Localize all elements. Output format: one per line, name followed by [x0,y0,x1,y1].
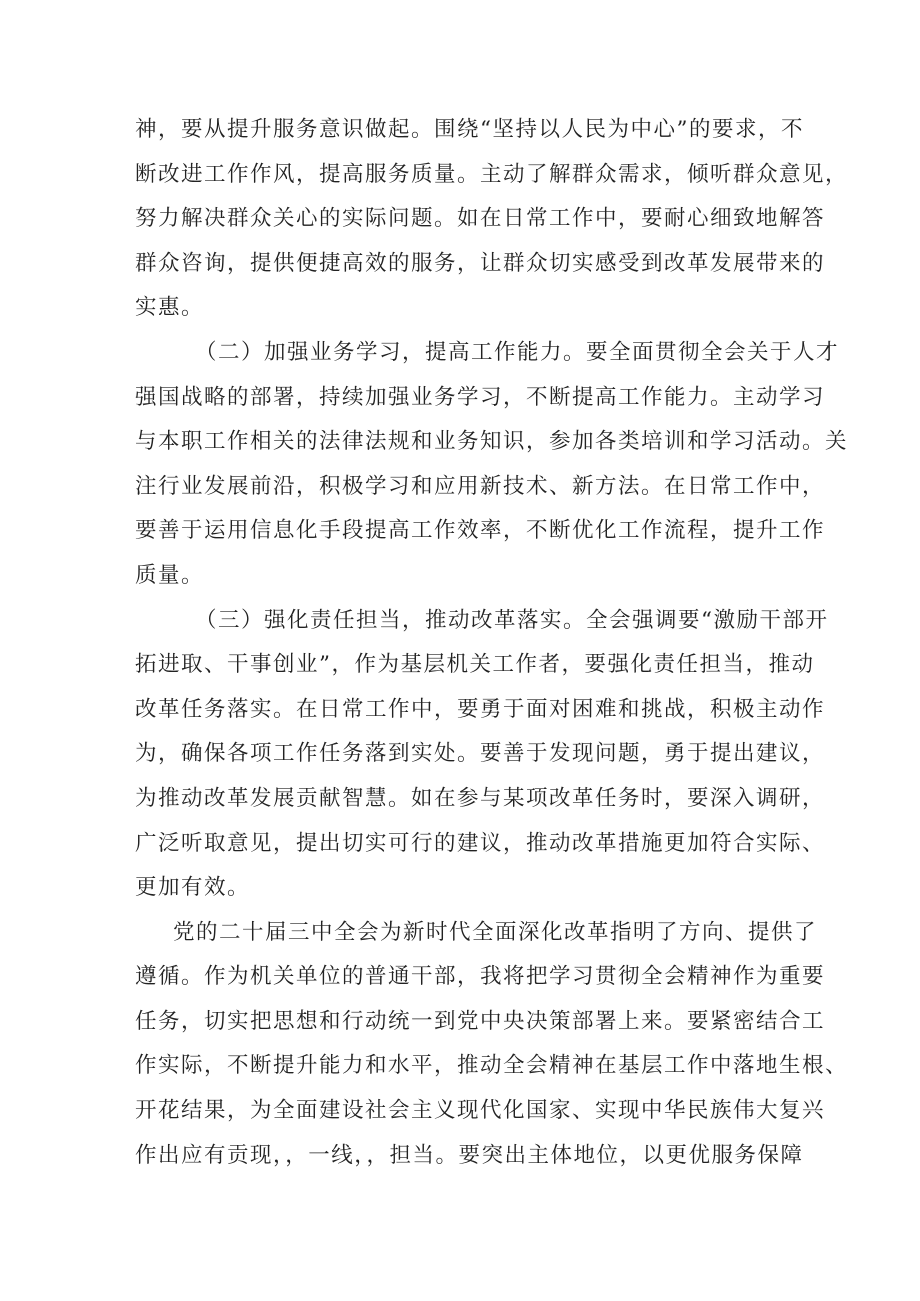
paragraph-start-line: 党的二十届三中全会为新时代全面深化改革指明了方向、提供了 [173,919,818,945]
text-line: 注行业发展前沿，积极学习和应用新技术、新方法。在日常工作中， [135,473,826,499]
text-line: 要善于运用信息化手段提高工作效率，不断优化工作流程，提升工作 [135,518,826,544]
document-body [135,108,849,1178]
text-line: 遵循。作为机关单位的普通干部，我将把学习贯彻全会精神作为重要 [135,964,826,990]
text-line: 作实际，不断提升能力和水平，推动全会精神在基层工作中落地生根、 [135,1053,849,1079]
text-line: 拓进取、干事创业”，作为基层机关工作者，要强化责任担当，推动 [135,652,815,678]
text-line: 更加有效。 [135,875,251,901]
text-line: 为，确保各项工作任务落到实处。要善于发现问题，勇于提出建议， [135,741,826,767]
text-line: 广泛听取意见，提出切实可行的建议，推动改革措施更加符合实际、 [135,830,826,856]
text-line: 开花结果，为全面建设社会主义现代化国家、实现中华民族伟大复兴 [135,1098,826,1124]
text-line: 质量。 [135,562,205,588]
text-line: 强国战略的部署，持续加强业务学习，不断提高工作能力。主动学习 [135,384,826,410]
text-line: 神，要从提升服务意识做起。围绕“坚持以人民为中心”的要求，不 [135,117,804,142]
section-heading-line: （二）加强业务学习，提高工作能力。要全面贯彻全会关于人才 [195,339,840,365]
text-line: 断改进工作作风，提高服务质量。主动了解群众需求，倾听群众意见， [135,161,849,187]
text-line: 群众咨询，提供便捷高效的服务，让群众切实感受到改革发展带来的 [135,250,826,276]
section-heading-line: （三）强化责任担当，推动改革落实。全会强调要“激励干部开 [195,607,829,633]
text-line: 作出应有贡现，，一线，，担当。要突出主体地位，以更优服务保障 [135,1142,804,1168]
text-line: 改革任务落实。在日常工作中，要勇于面对困难和挑战，积极主动作 [135,696,826,722]
text-line: 努力解决群众关心的实际问题。如在日常工作中，要耐心细致地解答 [135,206,826,232]
text-line: 实惠。 [135,295,205,321]
text-line: 任务，切实把思想和行动统一到党中央决策部署上来。要紧密结合工 [135,1008,826,1034]
text-line: 为推动改革发展贡献智慧。如在参与某项改革任务时，要深入调研， [135,785,826,811]
text-line: 与本职工作相关的法律法规和业务知识，参加各类培训和学习活动。关 [135,429,849,455]
